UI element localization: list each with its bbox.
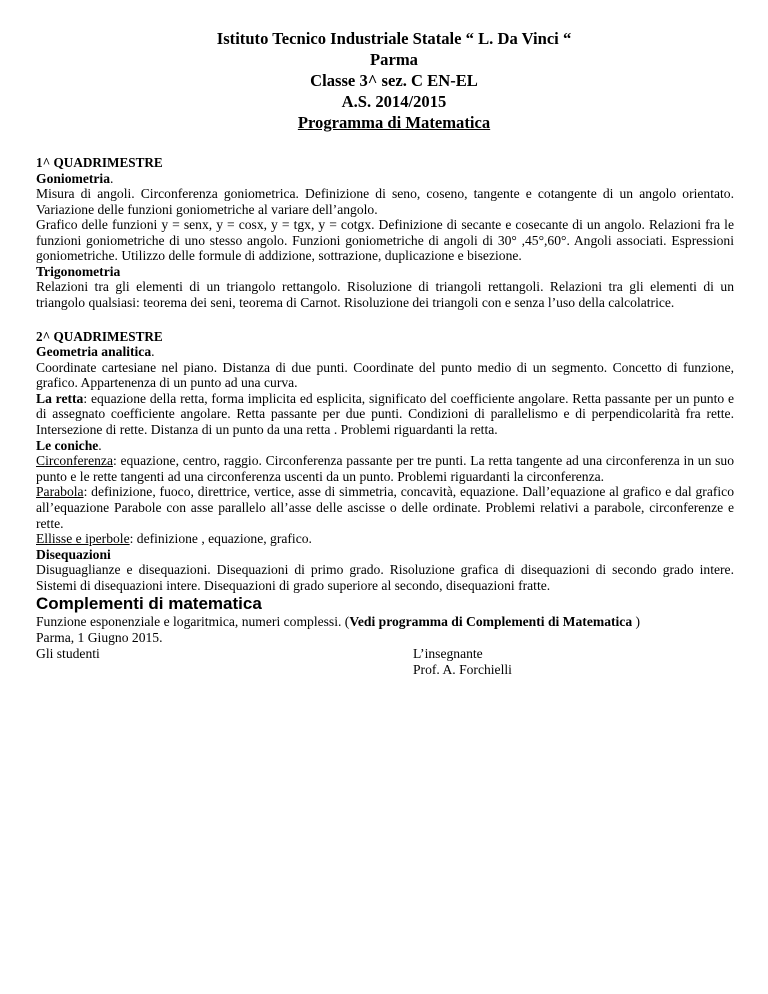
quadrimestre-2 — [36, 329, 734, 594]
school-name: Istituto Tecnico Industriale Statale “ L. Da Vinci “ — [216, 29, 572, 48]
geometria-paragraph: Coordinate cartesiane nel piano. Distanza di due punti. Coordinate del punto medio di un segmento. Concetto di funzione, grafico. Appartenenza di un punto ad una curva. — [36, 359, 734, 391]
ellisse-label: Ellisse e iperbole — [36, 531, 130, 547]
teacher-label: L’insegnante — [413, 645, 483, 661]
city: Parma — [370, 50, 418, 69]
retta-paragraph — [36, 391, 734, 438]
students-label: Gli studenti — [36, 645, 100, 661]
document-header — [54, 28, 734, 133]
grafico-paragraph: Grafico delle funzioni y = senx, y = cosx, y = tgx, y = cotgx. Definizione di secante e cosecante di un angolo. Relazioni fra le funzioni goniometriche di uno stesso angolo. Funzioni goniometriche di angoli di 30° ,45°,60°. Angoli associati. Espressioni goniometriche. Utilizzo delle formule di addizione, sottrazione, duplicazione e bisezione. — [36, 217, 734, 264]
complementi-paragraph: Funzione esponenziale e logaritmica, numeri complessi. (Vedi programma di Complementi di Matematica ) — [36, 614, 641, 630]
teacher-name: Prof. A. Forchielli — [413, 661, 512, 677]
teacher-row — [36, 662, 734, 678]
disequazioni-heading: Disequazioni — [36, 546, 111, 562]
ellisse-paragraph — [36, 531, 734, 547]
circonferenza-label: Circonferenza — [36, 453, 113, 469]
document-title: Programma di Matematica — [297, 113, 491, 132]
goniometria-paragraph: Misura di angoli. Circonferenza goniometrica. Definizione di seno, coseno, tangente e cotangente di un angolo orientato. Variazione delle funzioni goniometriche al variare dell’angolo. — [36, 186, 734, 217]
class-section: Classe 3^ sez. C EN-EL — [310, 71, 478, 90]
complementi-reference: Vedi programma di Complementi di Matematica — [349, 614, 633, 630]
goniometria-heading: Goniometria. — [36, 170, 114, 186]
geometria-heading: Geometria analitica. — [36, 344, 155, 360]
complementi-heading: Complementi di matematica — [36, 594, 262, 614]
disequazioni-paragraph: Disuguaglianze e disequazioni. Disequazioni di primo grado. Risoluzione grafica di disequazioni di secondo grado intere. Sistemi di disequazioni intere. Disequazioni di grado superiore al secondo, disequazioni fratte. — [36, 562, 734, 593]
ellisse-text: : definizione , equazione, grafico. — [129, 531, 312, 547]
parabola-text: : definizione, fuoco, direttrice, vertice, asse di simmetria, concavità, equazione. Dall’equazione al grafico e dal grafico all’equazione Parabole con asse parallelo all’asse delle ascisse o delle ordinate. Problemi relativi a parabole, circonferenze e rette. — [36, 484, 734, 531]
retta-label: La retta — [36, 390, 84, 406]
school-year: A.S. 2014/2015 — [341, 92, 447, 111]
quadrimestre-1-title: 1^ QUADRIMESTRE — [36, 155, 163, 170]
quadrimestre-1 — [36, 155, 734, 311]
place-date: Parma, 1 Giugno 2015. — [36, 629, 163, 645]
signature-row — [36, 646, 734, 662]
parabola-paragraph — [36, 484, 734, 531]
quadrimestre-2-title: 2^ QUADRIMESTRE — [36, 328, 163, 344]
circonferenza-paragraph — [36, 453, 734, 484]
parabola-label: Parabola — [36, 484, 84, 500]
trigonometria-paragraph: Relazioni tra gli elementi di un triangolo rettangolo. Risoluzione di triangoli rettangoli. Relazioni tra gli elementi di un triangolo qualsiasi: teorema dei seni, teorema di Carnot. Risoluzione dei triangoli con e senza l’uso della calcolatrice. — [36, 279, 734, 311]
coniche-heading: Le coniche. — [36, 437, 102, 453]
trigonometria-heading: Trigonometria — [36, 263, 121, 279]
retta-text: : equazione della retta, forma implicita ed esplicita, significato del coefficiente angolare. Retta passante per un punto e di assegnato coefficiente angolare. Retta passante per due punti. Condizioni di parallelismo e di perpendicolarità fra rette. Intersezione di rette. Distanza di un punto da una retta . Problemi riguardanti la retta. — [36, 390, 735, 438]
circonferenza-text: : equazione, centro, raggio. Circonferenza passante per tre punti. La retta tangente ad una circonferenza in un suo punto e le rette tangenti ad una circonferenza uscenti da un punto. Problemi riguardanti la circonferenza. — [36, 453, 734, 484]
